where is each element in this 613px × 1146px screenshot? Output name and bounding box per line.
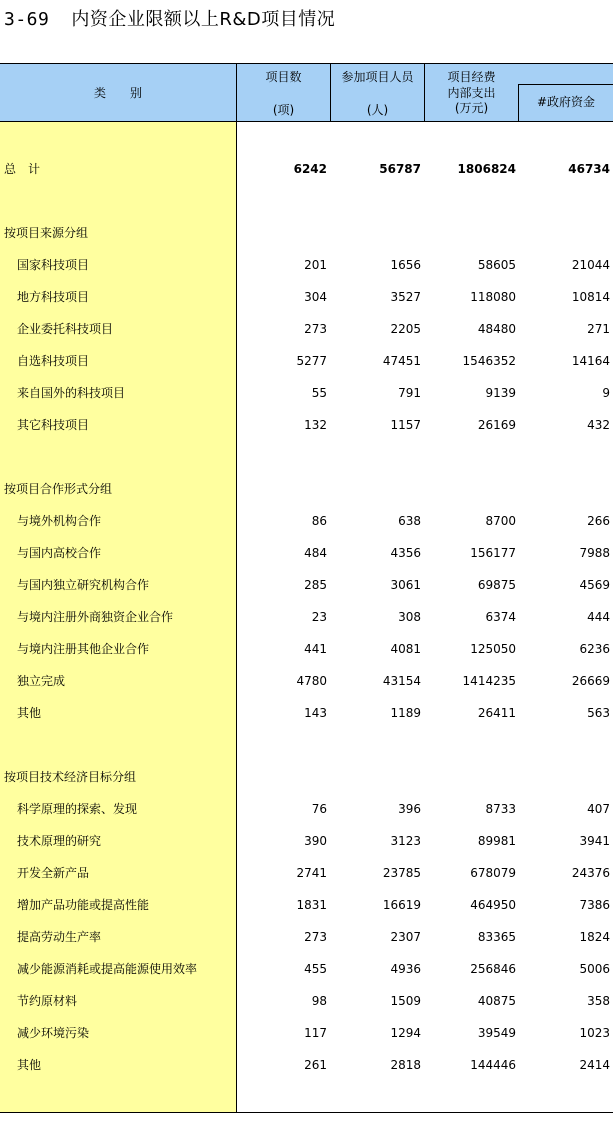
group-title: 按项目来源分组	[4, 226, 89, 240]
row-value: 5006	[579, 962, 610, 976]
table-row	[0, 671, 613, 691]
row-value: 1824	[579, 930, 610, 944]
table-row	[0, 1023, 613, 1043]
header-col2-unit: (人)	[366, 103, 389, 117]
row-value: 23785	[382, 866, 421, 880]
row-label: 其他	[17, 706, 42, 720]
row-value: 24376	[571, 866, 610, 880]
row-value: 407	[587, 802, 610, 816]
table-row	[0, 255, 613, 275]
table-row	[0, 799, 613, 819]
group-title: 按项目技术经济目标分组	[4, 770, 137, 784]
header-col3-top: 项目经费	[447, 70, 496, 84]
row-value: 1656	[390, 258, 421, 272]
row-label: 减少环境污染	[17, 1026, 90, 1040]
row-value: 2818	[390, 1058, 421, 1072]
row-label: 提高劳动生产率	[17, 930, 102, 944]
row-value: 118080	[470, 290, 516, 304]
row-value: 9139	[485, 386, 516, 400]
row-value: 43154	[382, 674, 421, 688]
row-value: 2307	[390, 930, 421, 944]
table-row	[0, 607, 613, 627]
row-value: 23	[311, 610, 327, 624]
group-heading	[0, 767, 613, 787]
header-col2: 参加项目人员	[341, 70, 414, 84]
row-value: 9	[602, 386, 610, 400]
table-row	[0, 703, 613, 723]
row-label: 地方科技项目	[17, 290, 90, 304]
row-value: 55	[311, 386, 327, 400]
row-label: 与国内高校合作	[17, 546, 102, 560]
header-col1-unit: (项)	[272, 103, 295, 117]
header-col1: 项目数	[265, 70, 302, 84]
table-row	[0, 511, 613, 531]
row-label: 与境外机构合作	[17, 514, 102, 528]
row-label: 节约原材料	[17, 994, 78, 1008]
row-value: 285	[304, 578, 327, 592]
row-label: 独立完成	[17, 674, 66, 688]
row-value: 1157	[390, 418, 421, 432]
row-value: 4081	[390, 642, 421, 656]
row-value: 89981	[477, 834, 516, 848]
row-label: 减少能源消耗或提高能源使用效率	[17, 962, 198, 976]
row-value: 4356	[390, 546, 421, 560]
row-value: 16619	[382, 898, 421, 912]
row-label: 与境内注册外商独资企业合作	[17, 610, 174, 624]
table-row	[0, 351, 613, 371]
row-label: 技术原理的研究	[17, 834, 102, 848]
total-label: 总 计	[4, 162, 41, 176]
total-value: 56787	[379, 162, 421, 176]
page-title	[4, 5, 335, 31]
row-value: 256846	[470, 962, 516, 976]
row-value: 1546352	[462, 354, 516, 368]
row-value: 39549	[477, 1026, 516, 1040]
row-value: 432	[587, 418, 610, 432]
row-value: 2414	[579, 1058, 610, 1072]
row-value: 117	[304, 1026, 327, 1040]
header-top-border	[0, 63, 613, 64]
row-value: 47451	[382, 354, 421, 368]
row-value: 678079	[470, 866, 516, 880]
row-label: 增加产品功能或提高性能	[17, 898, 150, 912]
row-value: 464950	[470, 898, 516, 912]
table-row	[0, 319, 613, 339]
row-value: 3527	[390, 290, 421, 304]
row-value: 2741	[296, 866, 327, 880]
row-value: 156177	[470, 546, 516, 560]
row-label: 其它科技项目	[17, 418, 90, 432]
row-value: 1831	[296, 898, 327, 912]
row-label: 与境内注册其他企业合作	[17, 642, 150, 656]
row-value: 304	[304, 290, 327, 304]
table-row	[0, 287, 613, 307]
row-value: 201	[304, 258, 327, 272]
row-value: 444	[587, 610, 610, 624]
row-value: 266	[587, 514, 610, 528]
table-row	[0, 543, 613, 563]
row-value: 3941	[579, 834, 610, 848]
group-heading	[0, 479, 613, 499]
header-sub-border	[518, 84, 613, 85]
table-row	[0, 639, 613, 659]
row-value: 26669	[571, 674, 610, 688]
row-label: 国家科技项目	[17, 258, 90, 272]
row-value: 69875	[477, 578, 516, 592]
row-value: 1023	[579, 1026, 610, 1040]
row-value: 1509	[390, 994, 421, 1008]
row-value: 1294	[390, 1026, 421, 1040]
header-category: 类 别	[93, 86, 142, 100]
table-row	[0, 575, 613, 595]
row-value: 10814	[571, 290, 610, 304]
table-row	[0, 895, 613, 915]
header-col4: #政府资金	[536, 95, 596, 109]
header-bottom-border	[0, 121, 613, 122]
row-value: 2205	[390, 322, 421, 336]
row-value: 76	[311, 802, 327, 816]
row-value: 143	[304, 706, 327, 720]
table-row	[0, 959, 613, 979]
row-value: 4780	[296, 674, 327, 688]
header-col3-unit: (万元)	[454, 101, 489, 115]
row-value: 83365	[477, 930, 516, 944]
row-label: 科学原理的探索、发现	[17, 802, 138, 816]
table-row	[0, 415, 613, 435]
row-value: 390	[304, 834, 327, 848]
row-value: 484	[304, 546, 327, 560]
table-row	[0, 1055, 613, 1075]
row-value: 8700	[485, 514, 516, 528]
row-value: 21044	[571, 258, 610, 272]
group-title: 按项目合作形式分组	[4, 482, 113, 496]
row-value: 455	[304, 962, 327, 976]
row-value: 4569	[579, 578, 610, 592]
row-value: 358	[587, 994, 610, 1008]
row-value: 563	[587, 706, 610, 720]
row-value: 98	[311, 994, 327, 1008]
row-value: 791	[398, 386, 421, 400]
row-label: 与国内独立研究机构合作	[17, 578, 150, 592]
row-value: 7386	[579, 898, 610, 912]
row-value: 271	[587, 322, 610, 336]
row-value: 14164	[571, 354, 610, 368]
table-number: 3-69	[4, 9, 50, 30]
row-value: 125050	[470, 642, 516, 656]
table-row	[0, 991, 613, 1011]
row-value: 1414235	[462, 674, 516, 688]
row-value: 5277	[296, 354, 327, 368]
total-value: 1806824	[457, 162, 516, 176]
table-title: 内资企业限额以上R&D项目情况	[71, 9, 336, 30]
table-row	[0, 383, 613, 403]
row-value: 132	[304, 418, 327, 432]
row-value: 144446	[470, 1058, 516, 1072]
total-value: 46734	[568, 162, 610, 176]
row-label: 自选科技项目	[17, 354, 90, 368]
row-value: 1189	[390, 706, 421, 720]
row-value: 26411	[477, 706, 516, 720]
total-row	[0, 159, 613, 179]
row-value: 58605	[477, 258, 516, 272]
row-value: 4936	[390, 962, 421, 976]
row-value: 48480	[477, 322, 516, 336]
row-value: 308	[398, 610, 421, 624]
row-value: 3123	[390, 834, 421, 848]
row-label: 来自国外的科技项目	[17, 386, 126, 400]
row-value: 86	[311, 514, 327, 528]
row-value: 261	[304, 1058, 327, 1072]
row-label: 其他	[17, 1058, 42, 1072]
table-row	[0, 831, 613, 851]
row-value: 273	[304, 930, 327, 944]
group-heading	[0, 223, 613, 243]
row-value: 3061	[390, 578, 421, 592]
row-label: 企业委托科技项目	[17, 322, 114, 336]
table-bottom-border	[0, 1112, 613, 1113]
header-col3: 内部支出	[447, 86, 496, 100]
row-value: 273	[304, 322, 327, 336]
table-row	[0, 927, 613, 947]
row-value: 6374	[485, 610, 516, 624]
row-value: 40875	[477, 994, 516, 1008]
row-value: 26169	[477, 418, 516, 432]
row-value: 396	[398, 802, 421, 816]
total-value: 6242	[293, 162, 327, 176]
row-value: 7988	[579, 546, 610, 560]
row-value: 6236	[579, 642, 610, 656]
row-value: 8733	[485, 802, 516, 816]
row-value: 638	[398, 514, 421, 528]
row-label: 开发全新产品	[17, 866, 90, 880]
table-row	[0, 863, 613, 883]
row-value: 441	[304, 642, 327, 656]
